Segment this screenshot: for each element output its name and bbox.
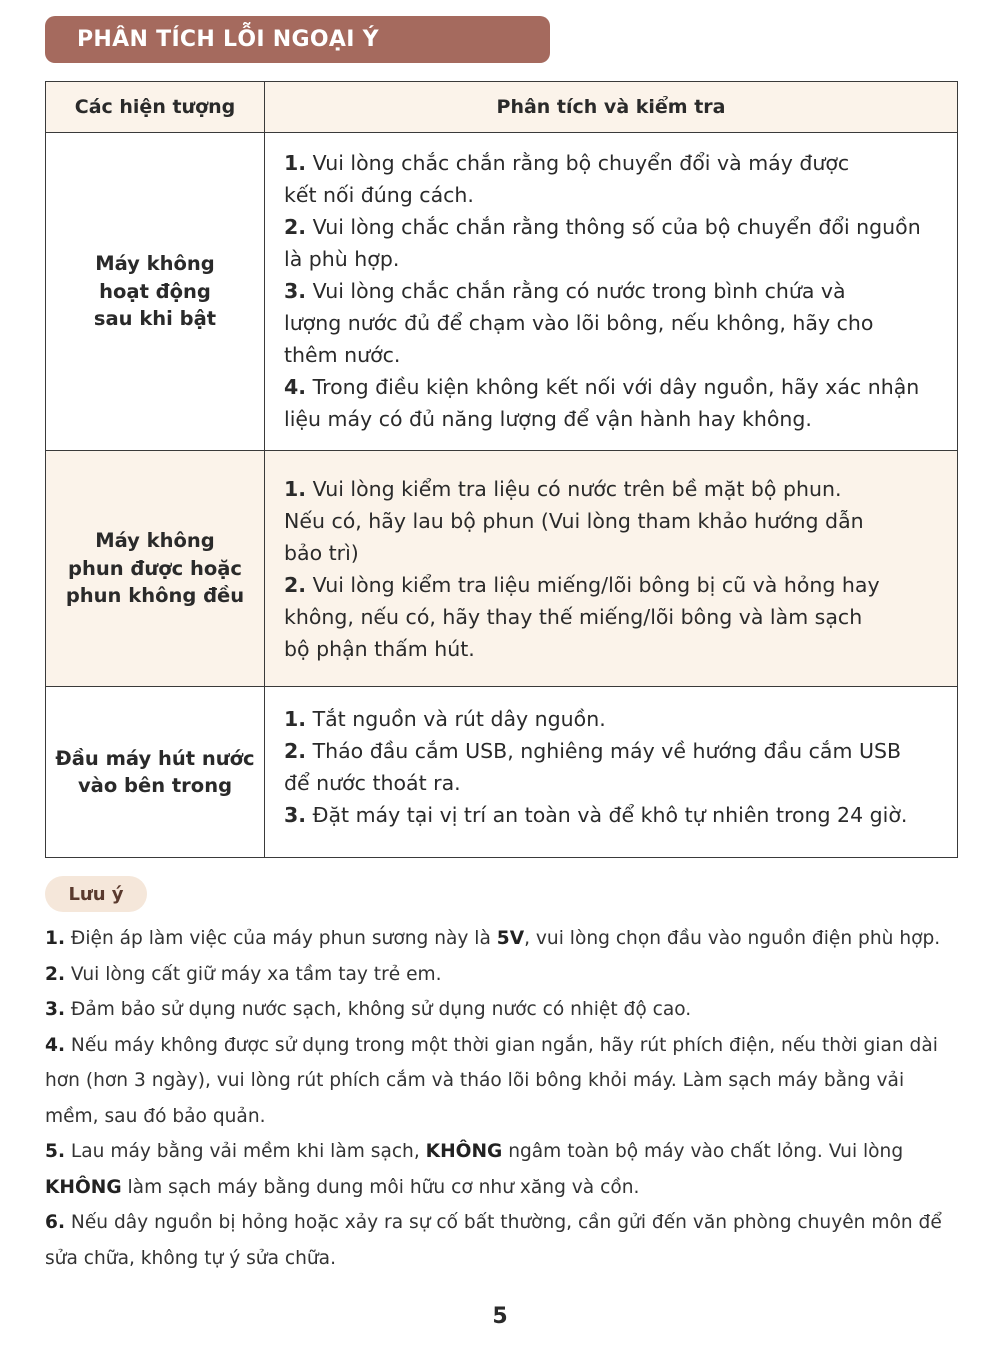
symptom-cell: Đầu máy hút nước vào bên trong	[46, 687, 265, 858]
column-header-symptoms: Các hiện tượng	[46, 82, 265, 133]
analysis-cell: 1. Tắt nguồn và rút dây nguồn. 2. Tháo đầu cắm USB, nghiêng máy về hướng đầu cắm USB để nước thoát ra. 3. Đặt máy tại vị trí an toàn và để khô tự nhiên trong 24 giờ.	[265, 687, 958, 858]
note-item: 5. Lau máy bằng vải mềm khi làm sạch, KHÔNG ngâm toàn bộ máy vào chất lỏng. Vui lòng	[45, 1141, 904, 1162]
symptom-cell: Máy không phun được hoặc phun không đều	[46, 451, 265, 687]
analysis-item: 3. Đặt máy tại vị trí an toàn và để khô tự nhiên trong 24 giờ.	[284, 803, 908, 827]
note-item: 6. Nếu dây nguồn bị hỏng hoặc xảy ra sự cố bất thường, cần gửi đến văn phòng chuyên môn để	[45, 1212, 942, 1233]
column-header-analysis: Phân tích và kiểm tra	[265, 82, 958, 133]
table-row	[46, 687, 958, 858]
note-item: 4. Nếu máy không được sử dụng trong một thời gian ngắn, hãy rút phích điện, nếu thời gian dài	[45, 1034, 938, 1056]
symptom-cell: Máy không hoạt động sau khi bật	[46, 133, 265, 451]
note-item: 2. Vui lòng cất giữ máy xa tầm tay trẻ em.	[45, 963, 442, 985]
analysis-item: 1. Tắt nguồn và rút dây nguồn.	[284, 707, 606, 731]
analysis-item: 1. Vui lòng chắc chắn rằng bộ chuyển đổi và máy được	[284, 151, 850, 175]
table-row	[46, 451, 958, 687]
troubleshooting-table	[45, 81, 958, 858]
notes-list: 1. Điện áp làm việc của máy phun sương này là 5V, vui lòng chọn đầu vào nguồn điện phù hợp. 2. Vui lòng cất giữ máy xa tầm tay trẻ em. 3. Đảm bảo sử dụng nước sạch, không sử dụng nước có nhiệt độ cao. 4. Nếu máy không được sử dụng trong một thời gian ngắn, hãy rút phích điện, nếu thời gian dài hơn (hơn 3 ngày), vui lòng rút phích cắm và tháo lõi bông khỏi máy. Làm sạch máy bằng vải mềm, sau đó bảo quản. 5. Lau máy bằng vải mềm khi làm sạch, KHÔNG ngâm toàn bộ máy vào chất lỏng. Vui lòng KHÔNG làm sạch máy bằng dung môi hữu cơ như xăng và cồn. 6. Nếu dây nguồn bị hỏng hoặc xảy ra sự cố bất thường, cần gửi đến văn phòng chuyên môn để sửa chữa, không tự ý sửa chữa.	[45, 921, 960, 1276]
analysis-item: 3. Vui lòng chắc chắn rằng có nước trong bình chứa và	[284, 279, 846, 303]
analysis-item: 2. Vui lòng chắc chắn rằng thông số của bộ chuyển đổi nguồn	[284, 215, 921, 239]
page-number: 5	[492, 1304, 508, 1329]
analysis-item: 2. Tháo đầu cắm USB, nghiêng máy về hướng đầu cắm USB	[284, 739, 902, 763]
table-row	[46, 133, 958, 451]
note-badge: Lưu ý	[45, 876, 147, 912]
note-item: 3. Đảm bảo sử dụng nước sạch, không sử dụng nước có nhiệt độ cao.	[45, 999, 692, 1020]
analysis-cell: 1. Vui lòng kiểm tra liệu có nước trên bề mặt bộ phun. Nếu có, hãy lau bộ phun (Vui lòng tham khảo hướng dẫn bảo trì) 2. Vui lòng kiểm tra liệu miếng/lõi bông bị cũ và hỏng hay không, nếu có, hãy thay thế miếng/lõi bông và làm sạch bộ phận thấm hút.	[265, 451, 958, 687]
analysis-item: 2. Vui lòng kiểm tra liệu miếng/lõi bông bị cũ và hỏng hay	[284, 573, 880, 597]
note-item: 1. Điện áp làm việc của máy phun sương này là 5V, vui lòng chọn đầu vào nguồn điện phù hợp.	[45, 928, 941, 949]
section-title: PHÂN TÍCH LỖI NGOẠI Ý	[45, 16, 550, 63]
table-header-row	[46, 82, 958, 133]
analysis-cell: 1. Vui lòng chắc chắn rằng bộ chuyển đổi và máy được kết nối đúng cách. 2. Vui lòng chắc chắn rằng thông số của bộ chuyển đổi nguồn là phù hợp. 3. Vui lòng chắc chắn rằng có nước trong bình chứa và lượng nước đủ để chạm vào lõi bông, nếu không, hãy cho thêm nước. 4. Trong điều kiện không kết nối với dây nguồn, hãy xác nhận liệu máy có đủ năng lượng để vận hành hay không.	[265, 133, 958, 451]
analysis-item: 1. Vui lòng kiểm tra liệu có nước trên bề mặt bộ phun.	[284, 477, 842, 501]
analysis-item: 4. Trong điều kiện không kết nối với dây nguồn, hãy xác nhận	[284, 375, 920, 399]
